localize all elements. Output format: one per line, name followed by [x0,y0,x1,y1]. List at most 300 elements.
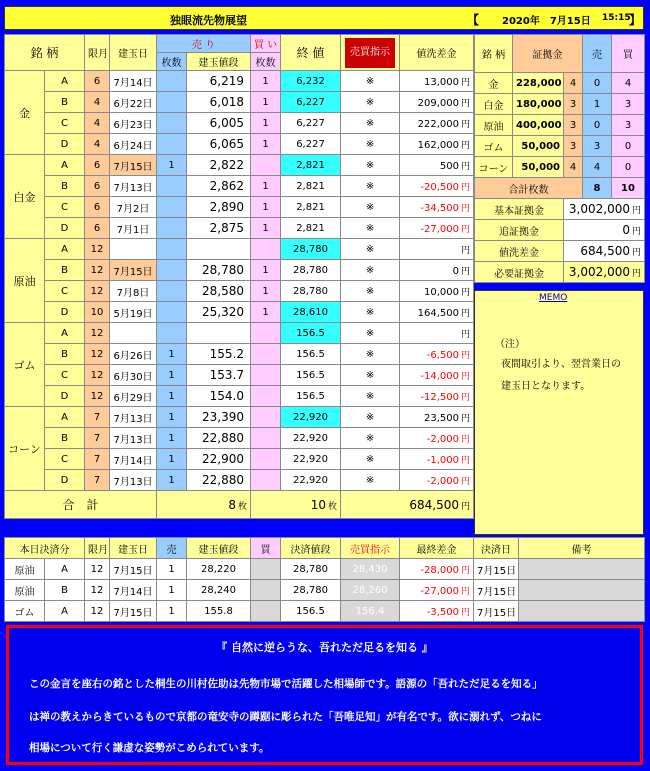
total-buy-qty: 10 [310,497,326,512]
diff-value: 209,000 [417,97,459,109]
contract-code: B [45,260,85,281]
settle-code: A [45,559,85,580]
buy-qty: 1 [251,218,281,239]
open-date: 7月13日 [110,176,157,197]
close-price: 6,227 [281,92,341,113]
table-row [5,302,474,323]
settle-final-diff: -28,000 [420,564,459,576]
contract-month: 12 [85,344,110,365]
margin-amount: 180,000 [513,94,564,115]
diff-value: -6,500 [426,349,459,361]
settle-buy-qty [251,601,281,622]
contract-code: D [45,386,85,407]
diff-unit: 円 [461,224,471,235]
open-price: 22,880 [187,470,251,491]
settle-open-date: 7月15日 [110,601,157,622]
contract-month: 4 [85,134,110,155]
settle-diff-unit: 円 [460,565,470,576]
quote-line-2: は禅の教えからきているもので京都の竜安寺の蹲踞に彫られた「吾唯足知」が有名です。欲に溺れず、つねに [29,711,542,723]
summary-value: 0 [622,223,630,237]
close-price: 22,920 [281,407,341,428]
table-row [5,92,474,113]
buy-qty: 1 [251,176,281,197]
buy-qty [251,344,281,365]
settle-remarks [519,601,645,622]
open-price: 2,822 [187,155,251,176]
contract-month: 4 [85,92,110,113]
margin-multiplier: 3 [564,115,583,136]
col-header-month: 限月 [85,35,110,71]
buy-qty [251,407,281,428]
margin-amount: 50,000 [513,136,564,157]
settle-date: 7月15日 [474,559,519,580]
total-diff-cell [341,491,474,519]
diff-value: 10,000 [424,286,459,298]
buy-qty [251,428,281,449]
contract-code: B [45,176,85,197]
contract-code: A [45,239,85,260]
sell-qty [157,218,187,239]
settle-header-month: 限月 [85,538,110,559]
buy-qty: 1 [251,197,281,218]
diff-value: 13,000 [424,76,459,88]
margin-table [474,34,645,283]
col-header-open-date: 建玉日 [110,35,157,71]
margin-total-row [475,178,645,199]
buy-qty [251,155,281,176]
table-row [5,218,474,239]
margin-amount: 228,000 [513,73,564,94]
open-date: 6月29日 [110,386,157,407]
margin-panel [474,34,645,283]
diff-unit: 円 [461,161,471,172]
col-header-sell: 売 り [157,35,251,53]
summary-label: 値洗差金 [475,241,564,262]
diff-cell [400,176,474,197]
total-diff-unit: 円 [461,501,471,512]
col-header-diff: 値洗差金 [400,35,474,71]
positions-table [4,34,474,519]
settle-brand: 原油 [5,559,45,580]
margin-brand: 金 [475,73,513,94]
table-row [5,407,474,428]
settle-diff-unit: 円 [460,586,470,597]
open-date: 7月14日 [110,449,157,470]
order-instruction: ※ [341,365,400,386]
diff-unit: 円 [461,413,471,424]
open-price: 153.7 [187,365,251,386]
memo-line-1: 夜間取引より、翌営業日の [501,359,621,370]
table-row [5,344,474,365]
margin-multiplier: 3 [564,94,583,115]
settle-date: 7月15日 [474,601,519,622]
contract-month: 7 [85,470,110,491]
margin-row [475,136,645,157]
order-instruction: ※ [341,449,400,470]
page-title: 独眼流先物展望 [170,14,247,27]
sell-qty: 1 [157,428,187,449]
sell-qty: 1 [157,407,187,428]
total-sell-qty: 8 [228,497,236,512]
diff-cell [400,302,474,323]
settle-final-diff: -27,000 [420,585,459,597]
col-header-brand: 銘 柄 [5,35,85,71]
settle-header-final-diff: 最終差金 [400,538,474,559]
contract-code: A [45,323,85,344]
settlement-row [5,601,645,622]
sell-qty: 1 [157,470,187,491]
sell-qty [157,281,187,302]
open-price: 6,018 [187,92,251,113]
contract-month: 4 [85,113,110,134]
side-header-margin: 証拠金 [513,35,583,73]
margin-amount: 400,000 [513,115,564,136]
open-date [110,239,157,260]
date-bracket-close: 】 [629,13,642,27]
table-row [5,155,474,176]
order-instruction: ※ [341,323,400,344]
contract-month: 12 [85,239,110,260]
settle-header-buy: 買 [251,538,281,559]
settlement-row [5,559,645,580]
buy-qty: 1 [251,92,281,113]
close-price: 22,920 [281,449,341,470]
summary-label: 基本証拠金 [475,199,564,220]
date-bracket-open: 【 [467,13,480,27]
col-header-order [341,35,400,71]
margin-multiplier: 4 [564,73,583,94]
settle-remarks [519,559,645,580]
margin-buy-count: 4 [612,73,645,94]
diff-unit: 円 [461,266,471,277]
contract-code: D [45,218,85,239]
contract-month: 7 [85,428,110,449]
settle-order-price: 156.4 [341,601,400,622]
settle-sell-qty: 1 [157,601,187,622]
sell-qty [157,134,187,155]
diff-cell [400,281,474,302]
settle-header-brand: 本日決済分 [5,538,85,559]
diff-value: -2,000 [426,475,459,487]
open-price: 2,890 [187,197,251,218]
col-header-buy-qty: 枚数 [251,53,281,71]
open-price: 2,875 [187,218,251,239]
diff-cell [400,449,474,470]
close-price: 156.5 [281,365,341,386]
diff-cell [400,239,474,260]
sell-qty [157,92,187,113]
memo-line-2: 建玉日となります。 [501,381,591,392]
margin-total-label: 合計枚数 [475,178,583,199]
diff-unit: 円 [461,329,471,340]
open-price: 22,880 [187,428,251,449]
close-price: 156.5 [281,344,341,365]
open-price: 6,005 [187,113,251,134]
margin-buy-count: 0 [612,136,645,157]
diff-unit: 円 [461,287,471,298]
diff-value: -2,000 [426,433,459,445]
order-instruction: ※ [341,176,400,197]
close-price: 28,780 [281,239,341,260]
side-header-buy: 買 [612,35,645,73]
settlement-table [4,537,645,622]
settle-brand: ゴム [5,601,45,622]
diff-value: -1,000 [426,454,459,466]
open-date: 7月2日 [110,197,157,218]
table-row [5,260,474,281]
open-date: 7月15日 [110,155,157,176]
contract-month: 12 [85,365,110,386]
table-row [5,134,474,155]
quote-line-1: この金言を座右の銘とした桐生の川村佐助は先物市場で活躍した相場師です。語源の「吾れただ足るを知る」 [29,678,543,690]
margin-brand: 白金 [475,94,513,115]
contract-code: B [45,92,85,113]
col-header-buy: 買 い [251,35,281,53]
report-time: 15:15 [602,13,631,23]
open-date: 7月13日 [110,428,157,449]
order-instruction: ※ [341,281,400,302]
table-row [5,71,474,92]
settle-code: A [45,601,85,622]
contract-code: B [45,428,85,449]
contract-month: 12 [85,260,110,281]
margin-brand: 原油 [475,115,513,136]
summary-unit: 円 [631,227,641,237]
summary-unit: 円 [631,269,641,279]
close-price: 2,821 [281,176,341,197]
contract-month: 12 [85,323,110,344]
memo-panel [474,290,644,535]
summary-value: 3,002,000 [568,265,630,279]
diff-value: 162,000 [417,139,459,151]
settle-diff-cell [400,559,474,580]
open-price: 28,580 [187,281,251,302]
diff-unit: 円 [461,77,471,88]
memo-note-title: （注） [495,339,525,350]
sell-qty [157,239,187,260]
open-price: 6,219 [187,71,251,92]
commodity-group-label: 原油 [5,239,45,323]
order-instruction: ※ [341,71,400,92]
open-price: 2,862 [187,176,251,197]
diff-unit: 円 [461,140,471,151]
diff-cell [400,428,474,449]
margin-brand: コーン [475,157,513,178]
contract-code: D [45,134,85,155]
diff-unit: 円 [461,392,471,403]
contract-month: 6 [85,218,110,239]
side-header-sell: 売 [583,35,612,73]
total-label: 合 計 [5,491,157,519]
diff-unit: 円 [461,182,471,193]
buy-qty [251,239,281,260]
settle-sell-qty: 1 [157,580,187,601]
contract-month: 12 [85,386,110,407]
summary-value: 3,002,000 [568,202,630,216]
sell-qty: 1 [157,344,187,365]
summary-value-cell [564,262,645,283]
margin-row [475,115,645,136]
settle-price: 28,780 [281,559,341,580]
table-row [5,113,474,134]
contract-month: 12 [85,281,110,302]
diff-unit: 円 [461,245,471,256]
diff-unit: 円 [461,119,471,130]
close-price: 156.5 [281,323,341,344]
margin-sell-count: 4 [583,157,612,178]
diff-value: -20,500 [420,181,459,193]
margin-amount: 50,000 [513,157,564,178]
settle-header-order: 売買指示 [341,538,400,559]
open-date: 6月30日 [110,365,157,386]
summary-value: 684,500 [580,244,630,258]
contract-code: C [45,365,85,386]
diff-unit: 円 [461,308,471,319]
order-instruction: ※ [341,260,400,281]
title-bar [4,6,644,30]
open-price: 25,320 [187,302,251,323]
open-date: 6月23日 [110,113,157,134]
order-instruction: ※ [341,407,400,428]
sell-qty [157,323,187,344]
diff-cell [400,323,474,344]
open-date: 7月13日 [110,407,157,428]
diff-value: 0 [452,265,459,277]
sell-qty: 1 [157,386,187,407]
open-price: 155.2 [187,344,251,365]
commodity-group-label: コーン [5,407,45,491]
margin-row [475,94,645,115]
buy-qty [251,323,281,344]
summary-unit: 円 [631,248,641,258]
buy-qty [251,365,281,386]
settle-diff-cell [400,601,474,622]
buy-qty [251,470,281,491]
margin-buy-count: 3 [612,115,645,136]
total-buy-unit: 枚 [328,501,338,512]
diff-unit: 円 [461,350,471,361]
margin-total-sell: 8 [583,178,612,199]
sell-qty: 1 [157,155,187,176]
margin-sell-count: 3 [583,136,612,157]
open-price: 22,900 [187,449,251,470]
open-date: 7月14日 [110,71,157,92]
margin-buy-count: 3 [612,94,645,115]
settle-final-diff: -3,500 [426,606,459,618]
total-sell-cell [157,491,251,519]
open-date: 7月8日 [110,281,157,302]
settle-open-price: 28,220 [187,559,251,580]
diff-unit: 円 [461,455,471,466]
margin-summary-row [475,199,645,220]
sell-qty [157,302,187,323]
settle-open-date: 7月15日 [110,559,157,580]
sell-qty [157,71,187,92]
contract-code: C [45,197,85,218]
margin-summary-row [475,241,645,262]
open-date: 7月15日 [110,260,157,281]
open-date: 7月13日 [110,470,157,491]
diff-value: -12,500 [420,391,459,403]
settle-month: 12 [85,559,110,580]
order-instruction: ※ [341,302,400,323]
quote-line-3: 相場について行く謙虚な姿勢がこめられています。 [29,742,270,754]
sell-qty [157,260,187,281]
margin-buy-count: 0 [612,157,645,178]
contract-month: 6 [85,155,110,176]
contract-code: B [45,344,85,365]
buy-qty: 1 [251,71,281,92]
settle-brand: 原油 [5,580,45,601]
diff-value: 500 [439,160,459,172]
quote-box [6,625,643,765]
diff-cell [400,260,474,281]
order-instruction: ※ [341,113,400,134]
contract-code: A [45,155,85,176]
table-row [5,428,474,449]
total-row [5,491,474,519]
settle-month: 12 [85,601,110,622]
margin-multiplier: 4 [564,157,583,178]
table-row [5,176,474,197]
diff-cell [400,155,474,176]
contract-code: A [45,71,85,92]
settle-header-settle-price: 決済値段 [281,538,341,559]
settle-buy-qty [251,580,281,601]
sell-qty [157,197,187,218]
memo-link[interactable]: MEMO [539,293,568,303]
settle-open-date: 7月14日 [110,580,157,601]
contract-month: 6 [85,197,110,218]
commodity-group-label: 白金 [5,155,45,239]
settlement-panel [4,537,645,622]
contract-code: C [45,449,85,470]
contract-code: A [45,407,85,428]
margin-summary-row [475,262,645,283]
summary-value-cell [564,241,645,262]
report-date: 2020年 7月15日 [502,16,591,27]
contract-month: 10 [85,302,110,323]
order-instruction: ※ [341,428,400,449]
order-instruction: ※ [341,92,400,113]
settle-sell-qty: 1 [157,559,187,580]
summary-unit: 円 [631,206,641,216]
settle-order-price: 28,430 [341,559,400,580]
diff-cell [400,113,474,134]
diff-cell [400,407,474,428]
sell-qty: 1 [157,365,187,386]
settle-header-remarks: 備考 [519,538,645,559]
table-row [5,470,474,491]
open-date: 6月26日 [110,344,157,365]
settlement-row [5,580,645,601]
diff-value: -14,000 [420,370,459,382]
diff-unit: 円 [461,371,471,382]
diff-value: 222,000 [417,118,459,130]
contract-code: C [45,113,85,134]
settle-remarks [519,580,645,601]
settle-diff-unit: 円 [460,607,470,618]
settle-code: B [45,580,85,601]
diff-value: -34,500 [420,202,459,214]
open-date [110,323,157,344]
margin-multiplier: 3 [564,136,583,157]
order-instruction: ※ [341,155,400,176]
table-row [5,449,474,470]
diff-unit: 円 [461,434,471,445]
diff-cell [400,71,474,92]
settle-header-open-price: 建玉値段 [187,538,251,559]
